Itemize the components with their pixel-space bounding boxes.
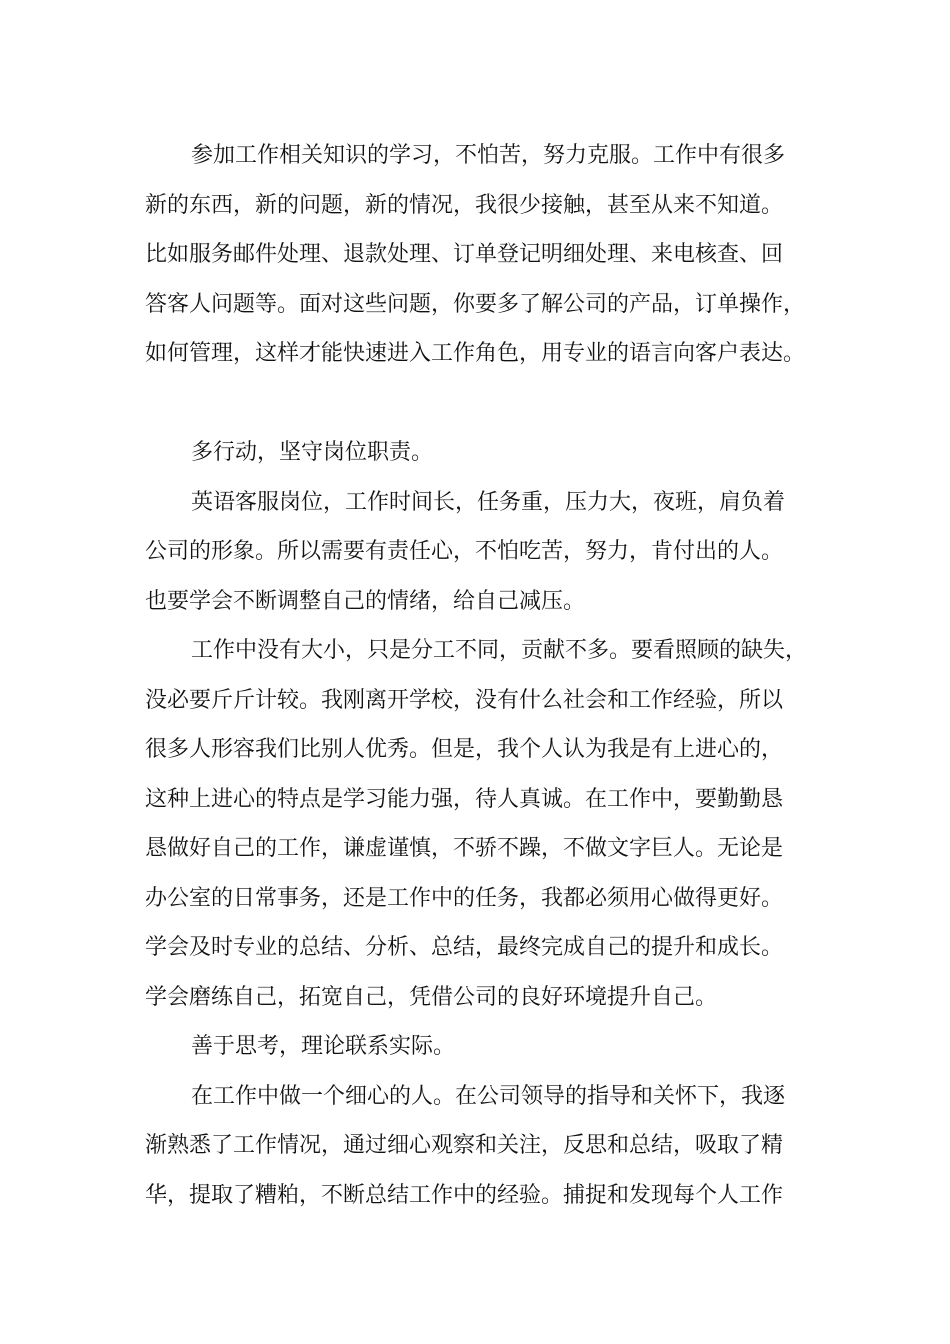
text-line: 没必要斤斤计较。我刚离开学校，没有什么社会和工作经验，所以 (145, 687, 784, 713)
text-line: 很多人形容我们比别人优秀。但是，我个人认为我是有上进心的， (145, 737, 784, 762)
text-line: 这种上进心的特点是学习能力强，待人真诚。在工作中，要勤勤恳 (145, 786, 784, 812)
text-line: 也要学会不断调整自己的情绪，给自己减压。 (145, 588, 586, 614)
text-line: 恳做好自己的工作，谦虚谨慎，不骄不躁，不做文字巨人。无论是 (145, 836, 784, 861)
text-line: 比如服务邮件处理、退款处理、订单登记明细处理、来电核查、回 (145, 242, 784, 267)
text-line: 新的东西，新的问题，新的情况，我很少接触，甚至从来不知道。 (145, 192, 784, 218)
document-body (145, 131, 810, 1220)
text-line: 渐熟悉了工作情况，通过细心观察和关注，反思和总结，吸取了精 (145, 1133, 784, 1158)
section-heading: 善于思考，理论联系实际。 (191, 1034, 456, 1059)
text-line: 参加工作相关知识的学习，不怕苦，努力克服。工作中有很多 (191, 143, 786, 168)
text-line: 办公室的日常事务，还是工作中的任务，我都必须用心做得更好。 (145, 885, 784, 911)
text-line: 学会及时专业的总结、分析、总结，最终完成自己的提升和成长。 (145, 935, 784, 960)
text-line: 英语客服岗位，工作时间长，任务重，压力大，夜班，肩负着 (191, 489, 786, 515)
text-line: 学会磨练自己，拓宽自己，凭借公司的良好环境提升自己。 (145, 984, 718, 1010)
text-line: 如何管理，这样才能快速进入工作角色，用专业的语言向客户表达。 (145, 341, 806, 366)
text-line: 在工作中做一个细心的人。在公司领导的指导和关怀下，我逐 (191, 1083, 786, 1109)
text-line: 答客人问题等。面对这些问题，你要多了解公司的产品，订单操作， (145, 291, 806, 317)
text-line: 公司的形象。所以需要有责任心，不怕吃苦，努力，肯付出的人。 (145, 539, 784, 564)
paragraph-gap (145, 379, 810, 429)
text-line: 工作中没有大小，只是分工不同，贡献不多。要看照顾的缺失， (191, 638, 808, 663)
section-heading: 多行动，坚守岗位职责。 (191, 440, 434, 465)
text-line: 华，提取了糟粕，不断总结工作中的经验。捕捉和发现每个人工作 (145, 1182, 784, 1208)
